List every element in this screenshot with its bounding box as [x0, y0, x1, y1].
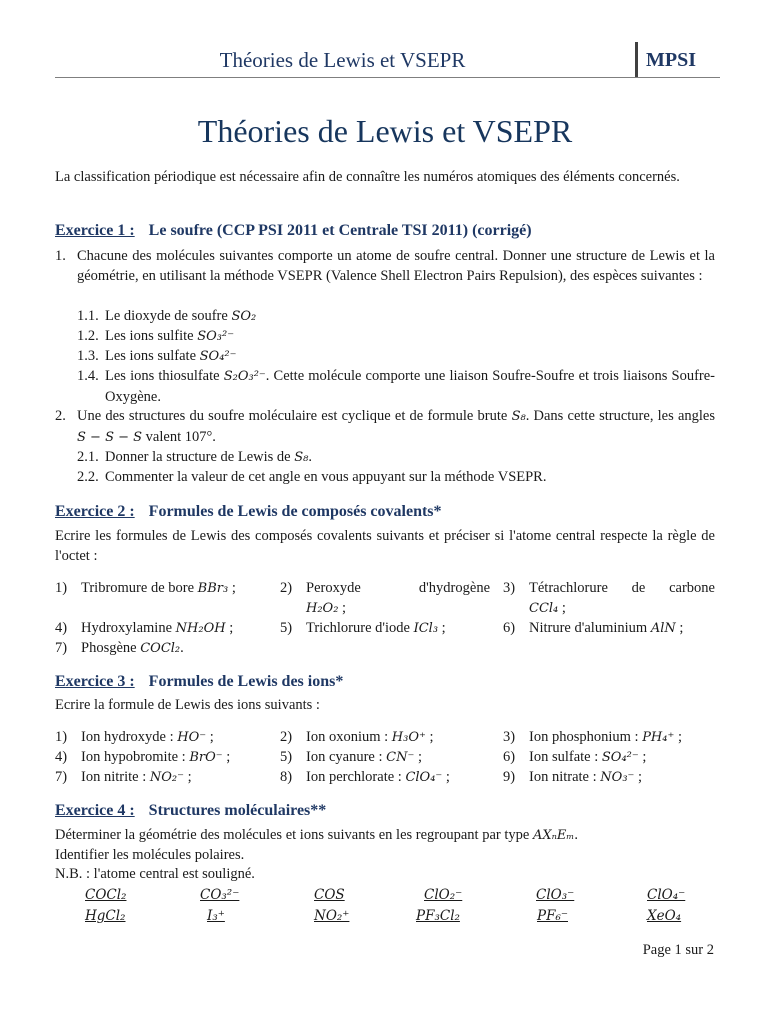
- ex3-item-name: Ion nitrate :: [529, 769, 597, 785]
- header-title: Théories de Lewis et VSEPR: [219, 48, 466, 72]
- ex2-item-formula: AlN: [650, 621, 676, 636]
- molecule-formula: PF₆⁻: [537, 908, 568, 924]
- exercise-1-heading: [55, 222, 532, 240]
- ex1-q2-formula: S₈: [511, 409, 526, 424]
- ex1-s14-text: Les ions thiosulfate: [105, 368, 220, 384]
- ex1-s12-text: Les ions sulfite: [105, 328, 194, 344]
- ex1-q2-text-b: . Dans cette structure, les angles: [525, 408, 716, 424]
- exercise-3-title: Formules de Lewis des ions*: [148, 673, 344, 690]
- ex2-item-end: ;: [225, 620, 234, 636]
- ex2-item-name: Peroxyde d'hydrogène: [306, 580, 490, 596]
- ex1-s11-text: Le dioxyde de soufre: [105, 308, 228, 324]
- ex2-item-formula: ICl₃: [413, 621, 439, 636]
- ex3-item-formula: CN⁻: [386, 750, 415, 765]
- ex2-item-end: .: [180, 640, 184, 656]
- molecule-cell: [85, 908, 125, 924]
- ex3-item-formula: ClO₄⁻: [405, 770, 443, 785]
- ex3-item-formula: NO₃⁻: [600, 770, 635, 785]
- ex3-item-number: 6): [503, 749, 516, 765]
- ex3-item-end: ;: [414, 749, 422, 765]
- ex1-sub-1-3: [77, 346, 237, 367]
- ex2-item-number: 7): [55, 640, 68, 656]
- ex1-s22-number: 2.2.: [77, 469, 99, 485]
- ex2-item-end: ;: [558, 600, 566, 616]
- molecule-formula: CO₃²⁻: [200, 887, 240, 903]
- exercise-3-instructions: Ecrire la formule de Lewis des ions suivants :: [55, 697, 320, 713]
- ex2-item-formula: COCl₂: [140, 641, 181, 656]
- ex3-item-formula: HO⁻: [177, 730, 207, 745]
- ex3-item-number: 8): [280, 769, 293, 785]
- header-badge: MPSI: [646, 49, 696, 71]
- ex1-s21-end: .: [308, 449, 312, 465]
- ex1-question-1: [55, 246, 715, 286]
- molecule-cell: [314, 908, 349, 924]
- ex3-item-formula: BrO⁻: [189, 750, 223, 765]
- ex1-s21-formula: S₈: [294, 450, 309, 465]
- ex3-item-number: 7): [55, 769, 68, 785]
- ex1-s14-rest: . Cette molécule comporte une liaison Soufre-Soufre et trois liaisons Soufre-Oxygène.: [105, 368, 715, 405]
- ex1-s11-formula: SO₂: [231, 309, 257, 324]
- ex2-item-formula: NH₂OH: [175, 621, 226, 636]
- ex2-item-formula: CCl₄: [529, 601, 559, 616]
- molecule-cell: [647, 908, 681, 924]
- ex3-item-name: Ion hypobromite :: [81, 749, 186, 765]
- ex3-item-number: 1): [55, 729, 68, 745]
- header-separator: [635, 42, 638, 78]
- ex3-item-end: ;: [674, 729, 683, 745]
- ex4-line-1-end: .: [574, 827, 578, 843]
- ex3-item-name: Ion sulfate :: [529, 749, 599, 765]
- ex1-q1-text: Chacune des molécules suivantes comporte un atome de soufre central. Donner une structure de Lewis et la géométrie, en utilisant la méthode VSEPR (Valence Shell Electron Pairs Repulsion), des espèces suivantes :: [77, 248, 715, 284]
- ex1-q2-angle: S − S − S: [77, 430, 143, 445]
- ex3-item-formula: PH₄⁺: [642, 730, 675, 745]
- exercise-2-label: Exercice 2 :: [55, 503, 135, 520]
- ex2-item-number: 4): [55, 620, 68, 636]
- molecule-cell: [536, 887, 574, 903]
- ex2-item-number: 3): [503, 580, 516, 596]
- ex2-item-end: ;: [438, 620, 446, 636]
- page-number: Page 1 sur 2: [642, 942, 714, 958]
- ex3-item-number: 3): [503, 729, 516, 745]
- ex2-item-number: 2): [280, 580, 293, 596]
- exercise-1-label: Exercice 1 :: [55, 222, 135, 239]
- ex2-item-end: ;: [338, 600, 347, 616]
- ex3-item-end: ;: [206, 729, 214, 745]
- exercise-2-heading: [55, 503, 442, 521]
- molecule-formula: COCl₂: [85, 887, 127, 903]
- ex1-sub-2-2: [77, 467, 546, 487]
- exercise-3-label: Exercice 3 :: [55, 673, 135, 690]
- ex2-item-name: Nitrure d'aluminium: [529, 620, 648, 636]
- ex4-line-2: Identifier les molécules polaires.: [55, 847, 245, 863]
- ex2-item-end: ;: [228, 580, 236, 596]
- ex2-item-number: 1): [55, 580, 68, 596]
- ex2-item-formula: BBr₃: [197, 581, 229, 596]
- ex2-item-name: Trichlorure d'iode: [306, 620, 410, 636]
- ex1-s13-number: 1.3.: [77, 348, 99, 364]
- ex3-item-end: ;: [222, 749, 231, 765]
- ex3-item-name: Ion oxonium :: [306, 729, 389, 745]
- ex3-item-name: Ion phosphonium :: [529, 729, 639, 745]
- exercise-4-title: Structures moléculaires**: [148, 802, 327, 819]
- ex1-sub-1-4: [77, 366, 715, 407]
- ex3-item-end: ;: [183, 769, 192, 785]
- molecule-cell: [85, 887, 126, 903]
- ex2-item-number: 5): [280, 620, 293, 636]
- ex1-q1-number: 1.: [55, 248, 66, 264]
- ex1-q2-number: 2.: [55, 408, 66, 424]
- intro-paragraph: La classification périodique est nécessaire afin de connaître les numéros atomiques des éléments concernés.: [55, 169, 680, 185]
- ex1-s14-number: 1.4.: [77, 368, 99, 384]
- ex1-s21-number: 2.1.: [77, 449, 99, 465]
- molecule-formula: ClO₂⁻: [424, 887, 463, 903]
- molecule-cell: [207, 908, 225, 924]
- exercise-4-heading: [55, 802, 326, 820]
- ex2-item-name: Hydroxylamine: [81, 620, 173, 636]
- exercise-3-heading: [55, 673, 343, 691]
- molecule-formula: COS: [314, 887, 345, 903]
- molecule-cell: [647, 887, 685, 903]
- ex1-s22-text: Commenter la valeur de cet angle en vous appuyant sur la méthode VSEPR.: [105, 469, 547, 485]
- exercise-2-title: Formules de Lewis de composés covalents*: [148, 503, 442, 520]
- ex3-item-name: Ion cyanure :: [306, 749, 383, 765]
- ex3-item-number: 2): [280, 729, 293, 745]
- ex1-s12-formula: SO₃²⁻: [197, 329, 235, 344]
- ex3-item-number: 9): [503, 769, 516, 785]
- ex4-line-1-formula: AXₙEₘ: [532, 828, 575, 843]
- ex1-s11-number: 1.1.: [77, 308, 99, 324]
- ex3-item-number: 4): [55, 749, 68, 765]
- ex2-item-formula: H₂O₂: [306, 601, 339, 616]
- ex3-item-end: ;: [638, 749, 647, 765]
- molecule-formula: NO₂⁺: [314, 908, 350, 924]
- ex1-s13-formula: SO₄²⁻: [199, 349, 237, 364]
- exercise-2-instructions: Ecrire les formules de Lewis des composés covalents suivants et préciser si l'atome central respecte la règle de l'octet :: [55, 528, 715, 564]
- exercise-1-title: Le soufre (CCP PSI 2011 et Centrale TSI 2011) (corrigé): [148, 222, 532, 239]
- molecule-formula: XeO₄: [647, 908, 682, 924]
- ex1-sub-2-1: [77, 447, 312, 468]
- molecule-cell: [200, 887, 239, 903]
- ex3-item-name: Ion nitrite :: [81, 769, 147, 785]
- ex1-s21-text: Donner la structure de Lewis de: [105, 449, 291, 465]
- molecule-formula: PF₃Cl₂: [416, 908, 460, 924]
- ex4-line-1: [55, 825, 578, 846]
- exercise-4-label: Exercice 4 :: [55, 802, 135, 819]
- molecule-formula: ClO₄⁻: [647, 887, 686, 903]
- ex3-item-end: ;: [442, 769, 450, 785]
- ex3-item-formula: H₃O⁺: [391, 730, 426, 745]
- ex3-item-end: ;: [634, 769, 643, 785]
- ex2-item-name: Phosgène: [81, 640, 137, 656]
- molecule-cell: [424, 887, 462, 903]
- page-title: Théories de Lewis et VSEPR: [197, 113, 573, 149]
- ex1-question-2: [55, 406, 716, 448]
- ex4-line-1-text: Déterminer la géométrie des molécules et ions suivants en les regroupant par type: [55, 827, 530, 843]
- ex3-item-formula: NO₂⁻: [149, 770, 184, 785]
- ex3-item-formula: SO₄²⁻: [601, 750, 639, 765]
- molecule-cell: [537, 908, 568, 924]
- ex2-item-name: Tétrachlorure de carbone: [529, 580, 715, 596]
- molecule-cell: [314, 887, 345, 903]
- ex1-q2-text-a: Une des structures du soufre moléculaire est cyclique et de formule brute: [77, 408, 508, 424]
- ex1-sub-1-2: [77, 326, 234, 347]
- ex3-item-name: Ion perchlorate :: [306, 769, 402, 785]
- ex1-s14-formula: S₂O₃²⁻: [223, 369, 266, 384]
- ex1-s12-number: 1.2.: [77, 328, 99, 344]
- ex2-item-number: 6): [503, 620, 516, 636]
- ex1-sub-1-1: [77, 306, 256, 327]
- ex1-s13-text: Les ions sulfate: [105, 348, 197, 364]
- ex1-q2-text-c: valent 107°.: [145, 429, 216, 445]
- ex2-item-name: Tribromure de bore: [81, 580, 195, 596]
- ex3-item-number: 5): [280, 749, 293, 765]
- molecule-cell: [416, 908, 460, 924]
- header-rule: [55, 77, 720, 78]
- molecule-formula: HgCl₂: [85, 908, 126, 924]
- molecule-formula: ClO₃⁻: [536, 887, 575, 903]
- molecule-formula: I₃⁺: [207, 908, 225, 924]
- ex3-item-end: ;: [425, 729, 434, 745]
- ex4-line-3: N.B. : l'atome central est souligné.: [55, 866, 255, 882]
- ex2-item-end: ;: [675, 620, 684, 636]
- ex3-item-name: Ion hydroxyde :: [81, 729, 174, 745]
